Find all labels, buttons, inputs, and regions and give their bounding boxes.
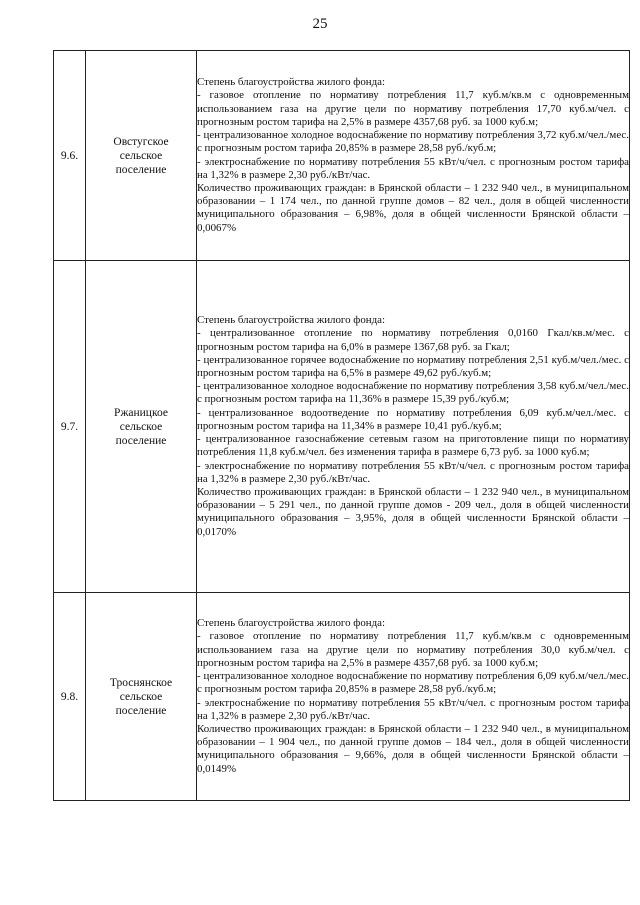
settlement-name-line: сельское xyxy=(119,420,163,433)
description-item: - централизованное водоотведение по нормативу потребления 6,09 куб.м/чел./мес. с прогнозным ростом тарифа на 11,34% в размере 10,41 руб./куб.м; xyxy=(197,406,629,432)
table-row xyxy=(54,593,630,801)
population-summary: Количество проживающих граждан: в Брянской области – 1 232 940 чел., в муниципальном образовании – 1 904 чел., по данной группе домов – 184 чел., доля в общей численности муниципального образования – 9,66%, доля в общей численности Брянской области – 0,0149% xyxy=(197,722,629,775)
description-item: - централизованное газоснабжение сетевым газом на приготовление пищи по нормативу потребления 11,8 куб.м/чел. без изменения тарифа в размере 6,73 руб. за 1000 куб.м; xyxy=(197,433,629,459)
description-heading: Степень благоустройства жилого фонда: xyxy=(197,76,386,89)
settlement-name xyxy=(86,593,197,801)
settlement-name-line: сельское xyxy=(119,690,163,703)
settlement-name xyxy=(86,261,197,593)
settlement-name-line: поселение xyxy=(115,434,167,447)
housing-description xyxy=(197,261,630,593)
table-row xyxy=(54,261,630,593)
description-item: - централизованное холодное водоснабжение по нормативу потребления 6,09 куб.м/чел./мес. с прогнозным ростом тарифа 20,85% в размере 28,58 руб./куб.м; xyxy=(197,670,629,696)
description-heading: Степень благоустройства жилого фонда: xyxy=(197,617,386,630)
population-summary: Количество проживающих граждан: в Брянской области – 1 232 940 чел., в муниципальном образовании – 1 174 чел., по данной группе домов – 82 чел., доля в общей численности муниципального образования – 6,98%, доля в общей численности Брянской области – 0,0067% xyxy=(197,181,629,234)
settlement-name-line: Овстугское xyxy=(113,135,169,148)
description-item: - централизованное отопление по нормативу потребления 0,0160 Гкал/кв.м/мес. с прогнозным ростом тарифа на 6,0% в размере 1367,68 руб. за Гкал; xyxy=(197,327,629,353)
description-item: - электроснабжение по нормативу потребления 55 кВт/ч/чел. с прогнозным ростом тарифа на 1,32% в размере 2,30 руб./кВт/час. xyxy=(197,696,629,722)
description-item: - газовое отопление по нормативу потребления 11,7 куб.м/кв.м с одновременным использованием газа на другие цели по нормативу потребления 17,70 куб.м/чел. с прогнозным ростом тарифа на 2,5% в размере 4357,68 руб. за 1000 куб.м; xyxy=(197,89,629,128)
settlement-name-line: поселение xyxy=(115,163,167,176)
description-item: - электроснабжение по нормативу потребления 55 кВт/ч/чел. с прогнозным ростом тарифа на 1,32% в размере 2,30 руб./кВт/час. xyxy=(197,459,629,485)
description-item: - газовое отопление по нормативу потребления 11,7 куб.м/кв.м с одновременным использованием газа на другие цели по нормативу потребления 30,0 куб.м/чел. с прогнозным ростом тарифа на 2,5% в размере 4357,68 руб. за 1000 куб.м; xyxy=(197,630,629,669)
housing-description xyxy=(197,51,630,261)
settlement-name-line: Троснянское xyxy=(109,676,173,689)
population-summary: Количество проживающих граждан: в Брянской области – 1 232 940 чел., в муниципальном образовании – 5 291 чел., по данной группе домов - 209 чел., доля в общей численности муниципального образования – 3,95%, доля в общей численности Брянской области – 0,0170% xyxy=(197,485,629,538)
description-heading: Степень благоустройства жилого фонда: xyxy=(197,314,386,327)
table-row xyxy=(54,51,630,261)
description-item: - централизованное холодное водоснабжение по нормативу потребления 3,72 куб.м/чел./мес. с прогнозным ростом тарифа 20,85% в размере 28,58 руб./куб.м; xyxy=(197,129,629,155)
settlement-name-line: поселение xyxy=(115,704,167,717)
description-item: - централизованное холодное водоснабжение по нормативу потребления 3,58 куб.м/чел./мес. с прогнозным ростом тарифа на 11,36% в размере 15,39 руб./куб.м; xyxy=(197,380,629,406)
description-item: - централизованное горячее водоснабжение по нормативу потребления 2,51 куб.м/чел./мес. с прогнозным ростом тарифа на 6,5% в размере 49,62 руб./куб.м; xyxy=(197,353,629,380)
description-item: - электроснабжение по нормативу потребления 55 кВт/ч/чел. с прогнозным ростом тарифа на 1,32% в размере 2,30 руб./кВт/час. xyxy=(197,155,629,181)
row-number: 9.8. xyxy=(54,593,86,801)
page-number: 25 xyxy=(312,16,328,32)
settlement-name-line: сельское xyxy=(119,149,163,162)
row-number: 9.6. xyxy=(54,51,86,261)
settlement-name xyxy=(86,51,197,261)
row-number: 9.7. xyxy=(54,261,86,593)
settlement-name-line: Ржаницкое xyxy=(114,406,168,419)
housing-description xyxy=(197,593,630,801)
tariff-table xyxy=(53,50,630,801)
